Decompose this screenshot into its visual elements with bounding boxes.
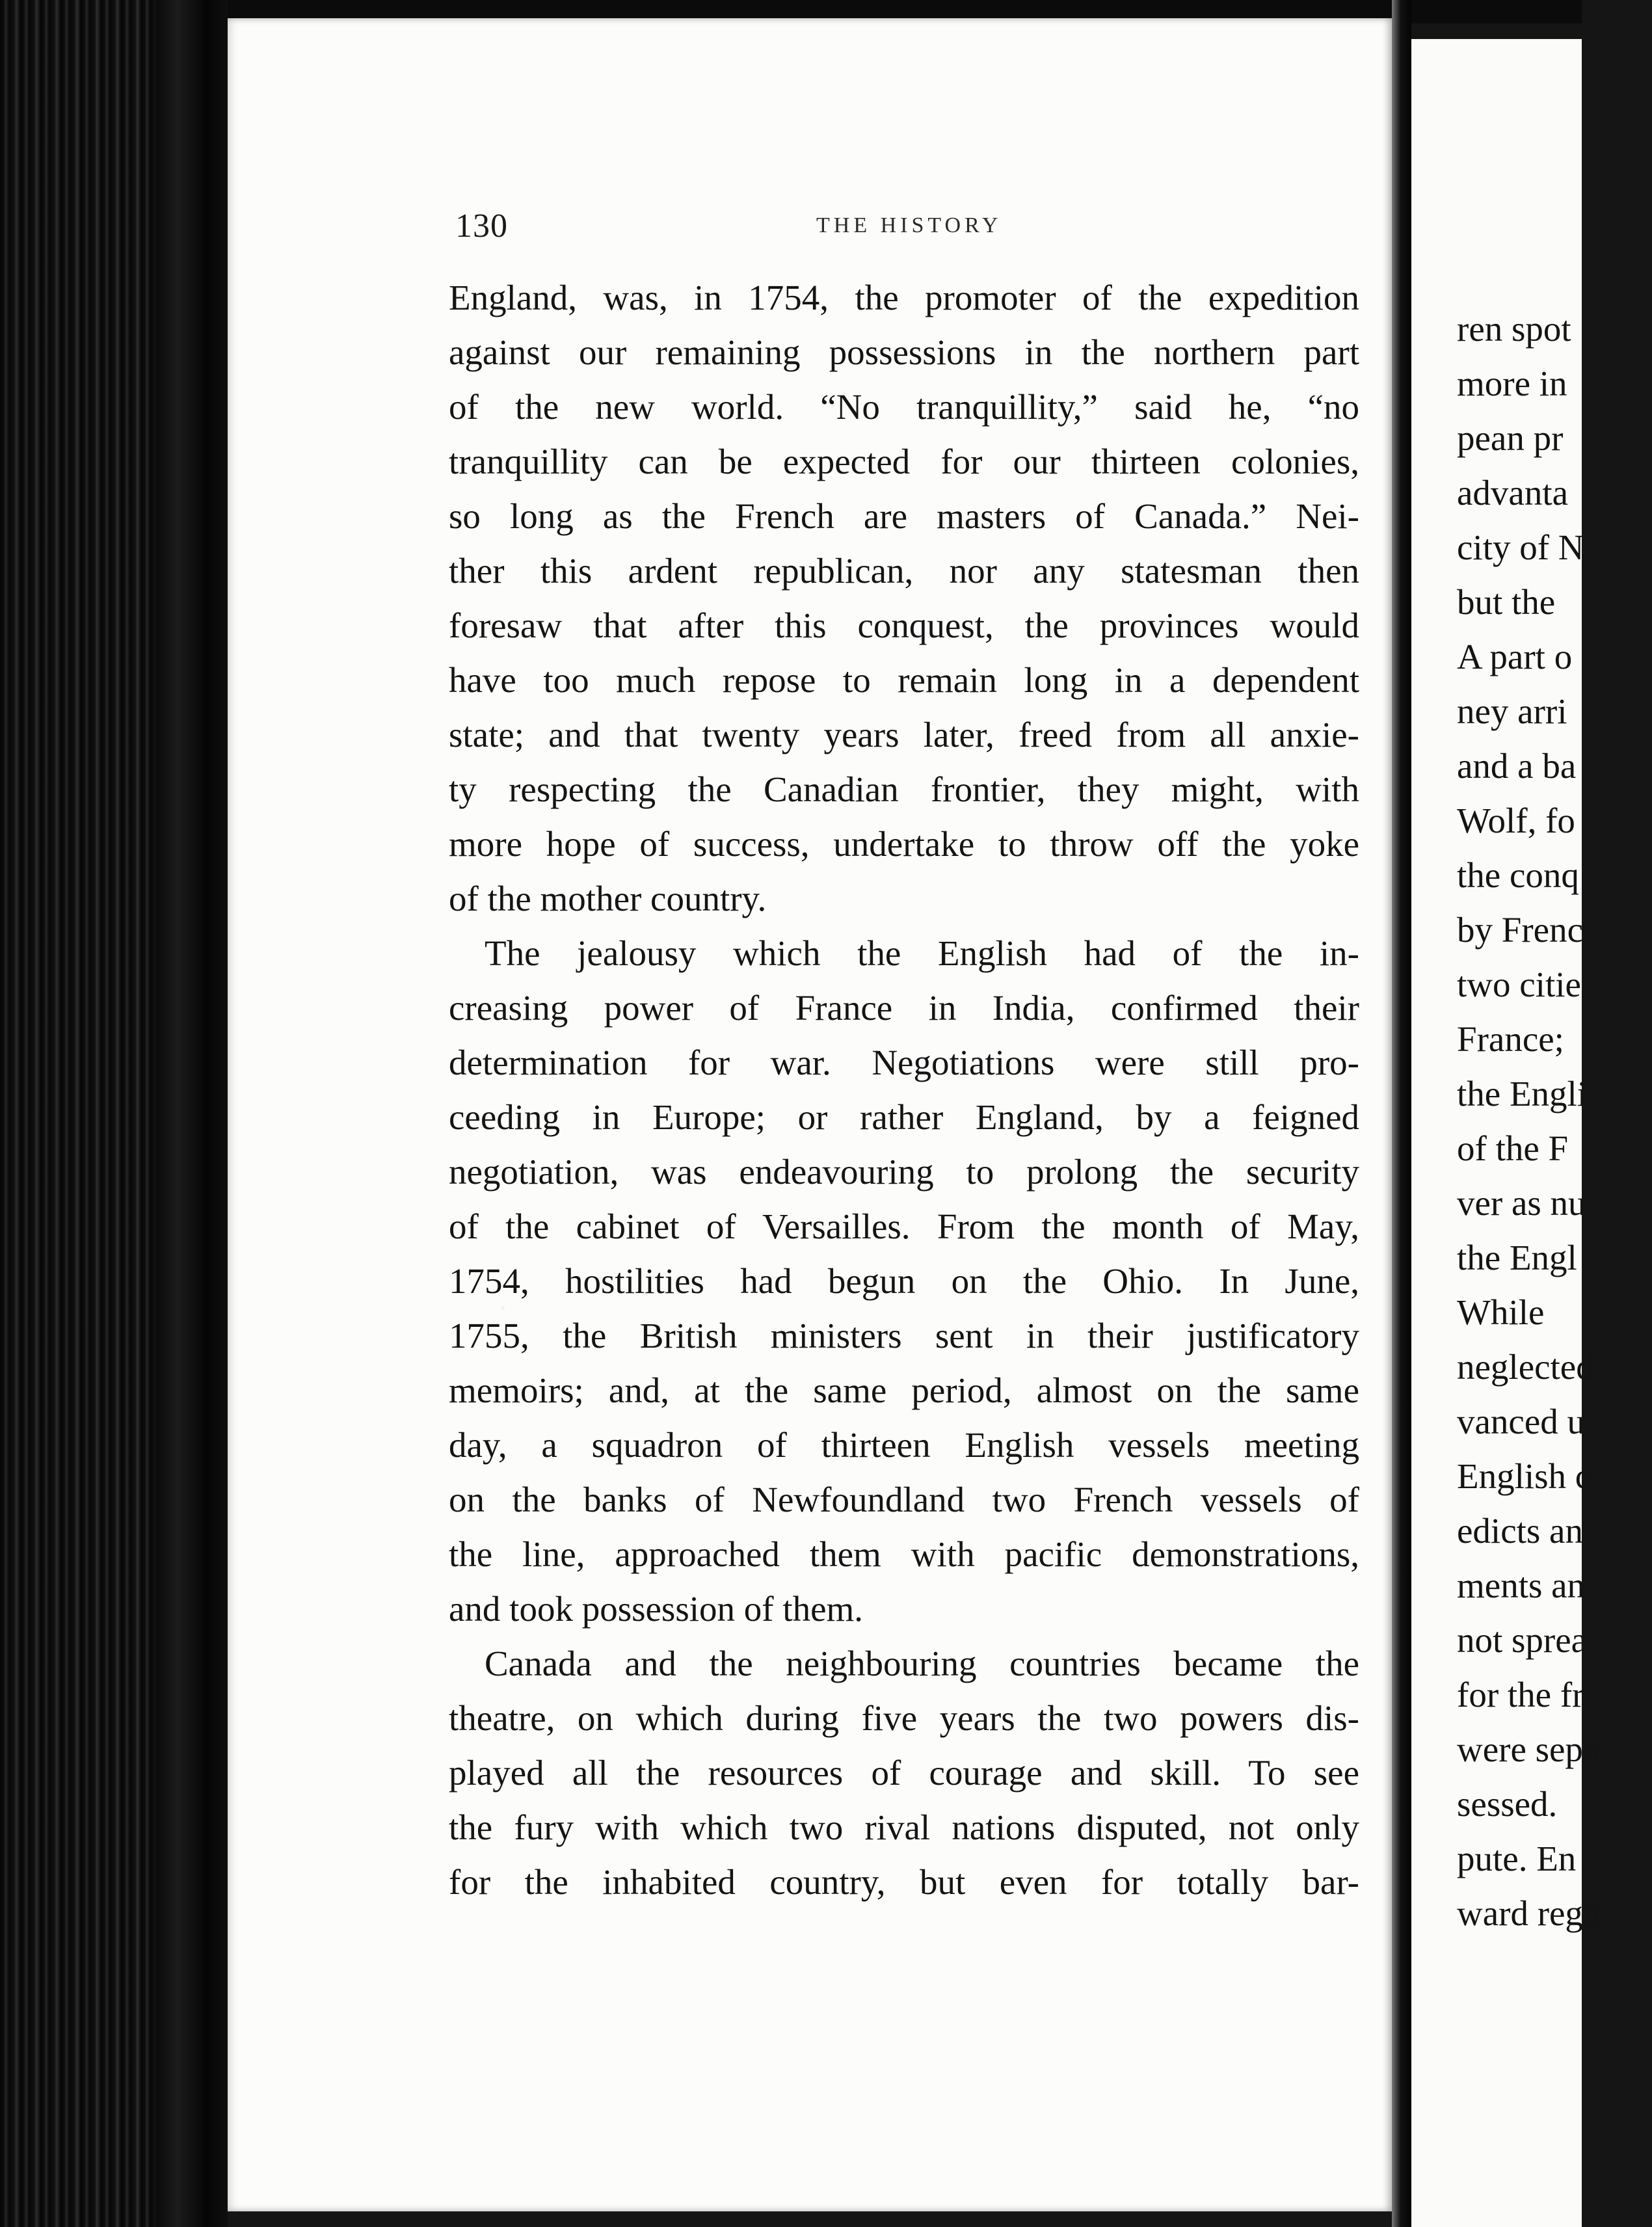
text-line: have too much repose to remain long in a dependent (449, 660, 1359, 700)
fragment-line: pute. En (1457, 1839, 1577, 1878)
running-head: THE HISTORY (816, 213, 1002, 237)
text-line: and took possession of them. (449, 1589, 864, 1629)
fragment-line: ward regu (1457, 1893, 1601, 1933)
text-line: creasing power of France in India, confirmed their (449, 988, 1359, 1028)
text-line: of the mother country. (449, 879, 767, 918)
fragment-line: English c (1457, 1456, 1592, 1496)
fragment-line: pean pr (1457, 418, 1564, 458)
text-line: negotiation, was endeavouring to prolong the security (449, 1152, 1359, 1192)
right-page-text (1457, 302, 1652, 1941)
right-page-edge (1411, 39, 1601, 2227)
fragment-line: the conq (1457, 855, 1579, 895)
text-line: more hope of success, undertake to throw off the yoke (449, 824, 1359, 864)
text-line: state; and that twenty years later, freed from all anxie- (449, 715, 1359, 754)
text-line: foresaw that after this conquest, the provinces would (449, 606, 1359, 645)
text-line: determination for war. Negotiations were still pro- (449, 1043, 1359, 1082)
text-line: the line, approached them with pacific demonstrations, (449, 1534, 1359, 1574)
fragment-line: but the (1457, 582, 1556, 622)
fragment-line: not sprea (1457, 1620, 1588, 1660)
fragment-line: edicts an (1457, 1511, 1583, 1551)
fragment-line: the Engli (1457, 1074, 1588, 1114)
fragment-line: of the F (1457, 1128, 1569, 1168)
fragment-line: neglected (1457, 1347, 1594, 1387)
text-line: on the banks of Newfoundland two French vessels of (449, 1480, 1359, 1519)
text-line: day, a squadron of thirteen English vessels meeting (449, 1425, 1359, 1465)
text-line: against our remaining possessions in the northern part (449, 332, 1359, 372)
fragment-line: advanta (1457, 473, 1569, 513)
text-line: for the inhabited country, but even for totally bar- (449, 1862, 1359, 1902)
text-line: The jealousy which the English had of the in- (485, 933, 1359, 973)
text-line: ceeding in Europe; or rather England, by a feigned (449, 1097, 1359, 1137)
body-text (449, 271, 1359, 1910)
fragment-line: ver as nu (1457, 1183, 1586, 1223)
fragment-line: more in (1457, 364, 1567, 403)
fragment-line: city of N (1457, 527, 1584, 567)
text-line: the fury with which two rival nations disputed, not only (449, 1807, 1359, 1847)
text-line: theatre, on which during five years the two powers dis- (449, 1698, 1359, 1738)
page-number: 130 (455, 207, 508, 245)
fragment-line: two citie (1457, 965, 1581, 1004)
fragment-line: Wolf, fo (1457, 801, 1575, 840)
fragment-line: France; (1457, 1019, 1564, 1059)
text-line: 1754, hostilities had begun on the Ohio. In June, (449, 1261, 1359, 1301)
text-line: tranquillity can be expected for our thirteen colonies, (449, 442, 1359, 481)
fragment-line: sessed. (1457, 1784, 1558, 1824)
fragment-line: ney arri (1457, 691, 1567, 731)
page-fold (1392, 0, 1411, 2227)
text-line: ty respecting the Canadian frontier, they might, with (449, 769, 1359, 809)
text-line: played all the resources of courage and skill. To see (449, 1753, 1359, 1793)
book-gutter (0, 0, 228, 2227)
text-line: Canada and the neighbouring countries became the (485, 1644, 1359, 1683)
text-line: 1755, the British ministers sent in their justificatory (449, 1316, 1359, 1355)
fragment-line: were sepa (1457, 1729, 1599, 1769)
fragment-line: ments an (1457, 1566, 1586, 1605)
fragment-line: vanced u (1457, 1402, 1585, 1441)
fragment-line: by Frenc (1457, 910, 1583, 950)
page-header (455, 207, 1359, 246)
fragment-line: and a ba (1457, 746, 1577, 786)
text-line: so long as the French are masters of Canada.” Nei- (449, 496, 1359, 536)
fragment-line: While (1457, 1292, 1545, 1332)
text-line: of the cabinet of Versailles. From the month of May, (449, 1207, 1359, 1246)
fragment-line: A part o (1457, 637, 1573, 676)
text-line: England, was, in 1754, the promoter of the expedition (449, 278, 1359, 317)
fragment-line: for the fr (1457, 1675, 1584, 1714)
text-line: ther this ardent republican, nor any statesman then (449, 551, 1359, 591)
fragment-line: the Engl (1457, 1238, 1577, 1277)
fragment-line: ren spot (1457, 309, 1571, 349)
text-line: of the new world. “No tranquillity,” said he, “no (449, 387, 1359, 427)
text-line: memoirs; and, at the same period, almost on the same (449, 1370, 1359, 1410)
